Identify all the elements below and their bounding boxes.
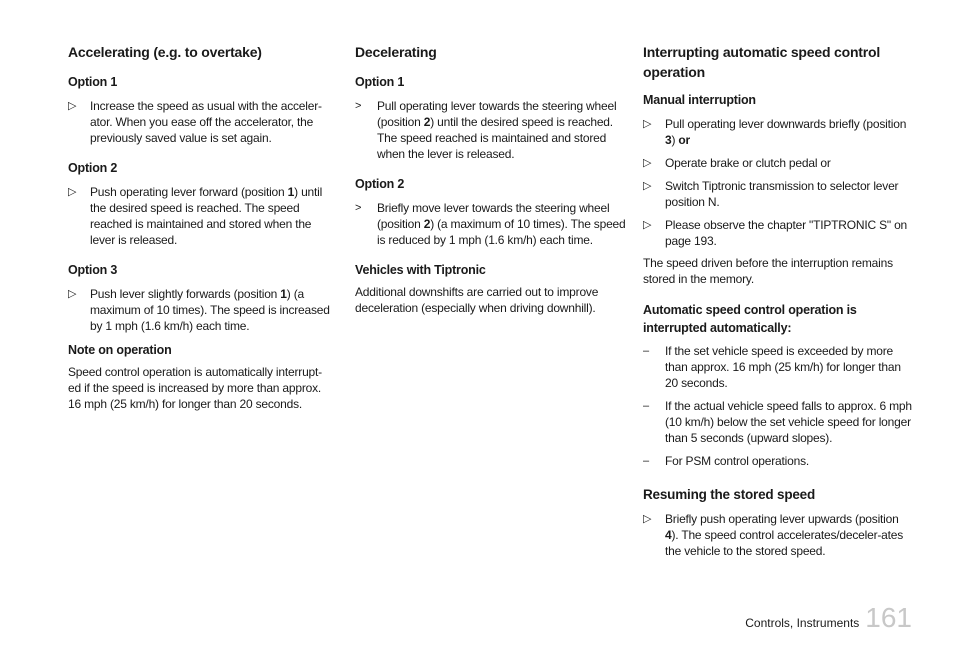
- auto-interruption-title: Automatic speed control operation is interrupted automatically:: [643, 303, 857, 335]
- manual-item-3: [643, 178, 915, 210]
- note-text: Speed control operation is automatically interrupt-ed if the speed is increased by more than approx. 16 mph (25 km/h) for longer than 20 seconds.: [68, 365, 322, 411]
- decel-option1-item: [355, 98, 627, 162]
- dash-bullet-icon: –: [643, 345, 649, 357]
- page-footer: [745, 604, 912, 632]
- tiptronic-text: Additional downshifts are carried out to improve deceleration (especially when driving downhill).: [355, 285, 599, 315]
- decel-option2-text-pre: Briefly move lever towards the steering wheel (position: [377, 201, 610, 231]
- manual-interruption-title: Manual interruption: [643, 93, 756, 107]
- dash-bullet-icon: –: [643, 455, 649, 467]
- memory-text: The speed driven before the interruption remains stored in the memory.: [643, 256, 893, 286]
- manual-item-1-pre: Pull operating lever downwards briefly (position: [665, 117, 907, 131]
- position-number: 2: [423, 115, 431, 129]
- interrupting-heading: Interrupting automatic speed control operation: [643, 44, 881, 80]
- decel-option1-text-post: ) until the desired speed is reached. The speed reached is maintained and stored when the lever is released.: [377, 115, 613, 161]
- accel-option2-text-pre: Push operating lever forward (position: [90, 185, 288, 199]
- chevron-bullet-icon: >: [355, 202, 362, 214]
- accel-option1-item: [68, 98, 334, 146]
- note-title: Note on operation: [68, 343, 172, 357]
- auto-item-1-text: If the set vehicle speed is exceeded by more than approx. 16 mph (25 km/h) for longer than 20 seconds.: [665, 344, 901, 390]
- resuming-title: Resuming the stored speed: [643, 487, 816, 502]
- auto-item-2: [643, 398, 915, 446]
- triangle-bullet-icon: ▷: [68, 288, 77, 300]
- column-decelerating: [355, 42, 627, 330]
- dash-bullet-icon: –: [643, 400, 649, 412]
- triangle-bullet-icon: ▷: [643, 157, 652, 169]
- accel-option2-text-post: ) until the desired speed is reached. The speed reached is maintained and stored when the lever is released.: [90, 185, 323, 247]
- triangle-bullet-icon: ▷: [68, 186, 77, 198]
- position-number: 4: [665, 528, 672, 542]
- position-number: 3: [665, 133, 672, 147]
- manual-item-1: [643, 116, 915, 148]
- accel-option3-item: [68, 286, 334, 334]
- triangle-bullet-icon: ▷: [643, 219, 652, 231]
- manual-item-4-text: Please observe the chapter "TIPTRONIC S" on page 193.: [665, 218, 908, 248]
- accel-option1-text: Increase the speed as usual with the acceler-ator. When you ease off the accelerator, the previously saved value is set again.: [90, 99, 322, 145]
- resume-item-post: ). The speed control accelerates/deceler-ates the vehicle to the stored speed.: [665, 528, 904, 558]
- decelerating-heading: Decelerating: [355, 44, 437, 60]
- section-name: Controls, Instruments: [745, 616, 860, 630]
- position-number: 2: [423, 217, 431, 231]
- tiptronic-title: Vehicles with Tiptronic: [355, 263, 486, 277]
- decel-option1-text-pre: Pull operating lever towards the steering wheel (position: [377, 99, 617, 129]
- position-number: 1: [287, 185, 295, 199]
- auto-item-3-text: For PSM control operations.: [665, 454, 809, 468]
- manual-item-1-mid: ): [671, 133, 679, 147]
- auto-item-2-text: If the actual vehicle speed falls to approx. 6 mph (10 km/h) below the set vehicle speed for longer than 5 seconds (upward slopes).: [665, 399, 912, 445]
- triangle-bullet-icon: ▷: [643, 513, 652, 525]
- decel-option2-title: Option 2: [355, 177, 405, 191]
- manual-item-4: [643, 217, 915, 249]
- triangle-bullet-icon: ▷: [643, 180, 652, 192]
- accel-option2-title: Option 2: [68, 161, 118, 175]
- page-number: 161: [865, 602, 912, 633]
- chevron-bullet-icon: >: [355, 100, 362, 112]
- accel-option3-title: Option 3: [68, 263, 118, 277]
- resume-item: [643, 511, 915, 559]
- decel-option2-text-post: ) (a maximum of 10 times). The speed is reduced by 1 mph (1.6 km/h) each time.: [377, 217, 626, 247]
- accel-option3-text-pre: Push lever slightly forwards (position: [90, 287, 281, 301]
- decel-option2-item: [355, 200, 627, 248]
- or-keyword: or: [678, 133, 691, 147]
- manual-item-2: [643, 155, 915, 171]
- manual-item-3-text: Switch Tiptronic transmission to selector lever position N.: [665, 179, 899, 209]
- column-interrupting: [643, 42, 915, 559]
- auto-item-3: [643, 453, 915, 469]
- triangle-bullet-icon: ▷: [643, 118, 652, 130]
- manual-item-2-text: Operate brake or clutch pedal or: [665, 156, 831, 170]
- accel-option1-title: Option 1: [68, 75, 118, 89]
- decel-option1-title: Option 1: [355, 75, 405, 89]
- triangle-bullet-icon: ▷: [68, 100, 77, 112]
- accel-option2-item: [68, 184, 334, 248]
- accelerating-heading: Accelerating (e.g. to overtake): [68, 44, 262, 60]
- auto-item-1: [643, 343, 915, 391]
- accel-option3-text-post: ) (a maximum of 10 times). The speed is increased by 1 mph (1.6 km/h) each time.: [90, 287, 330, 333]
- column-accelerating: [68, 42, 334, 426]
- resume-item-pre: Briefly push operating lever upwards (position: [665, 512, 899, 526]
- position-number: 1: [280, 287, 287, 301]
